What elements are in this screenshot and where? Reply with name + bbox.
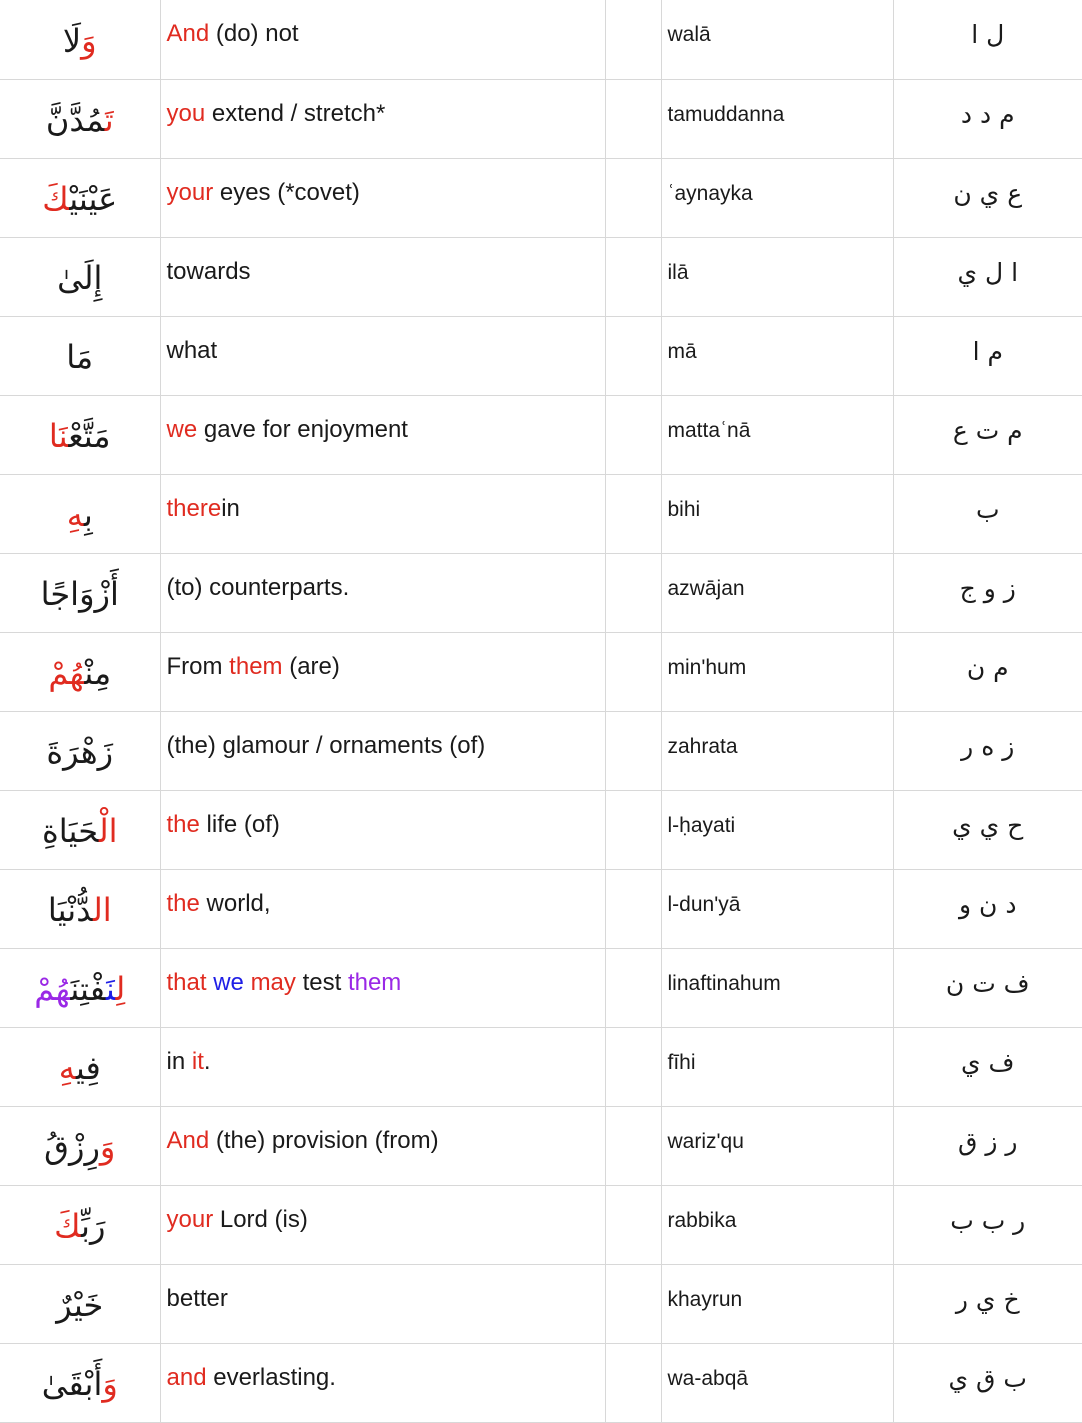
meaning-segment: we <box>213 968 244 996</box>
arabic-word-text <box>66 338 93 376</box>
root-letters: ز و ج <box>893 553 1082 632</box>
meaning-segment: them <box>347 968 402 996</box>
meaning-segment: life (of) <box>199 810 280 838</box>
arabic-word <box>0 1264 160 1343</box>
arabic-segment: بِ <box>83 496 93 535</box>
meaning-segment: better <box>166 1284 228 1312</box>
arabic-segment: عَيْنَيْ <box>69 180 118 219</box>
meaning-segment: may <box>250 968 296 996</box>
english-meaning <box>160 1106 605 1185</box>
arabic-segment: كَ <box>54 1207 82 1246</box>
root-letters: ف ت ن <box>893 948 1082 1027</box>
arabic-word <box>0 790 160 869</box>
arabic-segment: هُمْ <box>48 654 85 693</box>
empty-cell <box>605 1106 661 1185</box>
arabic-word-text <box>67 496 93 534</box>
arabic-segment: خَيْرٌ <box>56 1286 104 1325</box>
root-letters: ف ي <box>893 1027 1082 1106</box>
meaning-segment: in <box>221 494 240 522</box>
arabic-word <box>0 553 160 632</box>
arabic-word-text <box>42 180 117 218</box>
table-row <box>0 316 1082 395</box>
transliteration: linaftinahum <box>661 948 893 1027</box>
transliteration: ʿaynayka <box>661 158 893 237</box>
transliteration: tamuddanna <box>661 79 893 158</box>
arabic-segment: مَا <box>66 338 94 377</box>
arabic-word-text <box>34 970 125 1008</box>
arabic-segment: مُدَّنَّ <box>45 101 105 140</box>
english-meaning <box>160 79 605 158</box>
empty-cell <box>605 948 661 1027</box>
english-meaning <box>160 869 605 948</box>
table-row <box>0 79 1082 158</box>
meaning-segment: test <box>295 968 348 996</box>
empty-cell <box>605 1343 661 1422</box>
table-row <box>0 1343 1082 1422</box>
arabic-word-text <box>59 1049 101 1087</box>
arabic-word <box>0 632 160 711</box>
transliteration: l-ḥayati <box>661 790 893 869</box>
arabic-word <box>0 948 160 1027</box>
arabic-segment: رَبِّ <box>81 1207 106 1246</box>
table-row <box>0 790 1082 869</box>
empty-cell <box>605 711 661 790</box>
arabic-segment: مِنْ <box>84 654 112 693</box>
arabic-segment: هِ <box>58 1049 76 1088</box>
english-meaning <box>160 553 605 632</box>
empty-cell <box>605 1027 661 1106</box>
english-meaning <box>160 1185 605 1264</box>
empty-cell <box>605 79 661 158</box>
transliteration: walā <box>661 0 893 79</box>
meaning-segment: world, <box>199 889 271 917</box>
english-meaning <box>160 158 605 237</box>
arabic-segment: وَ <box>81 21 97 60</box>
table-row <box>0 1027 1082 1106</box>
arabic-segment: نَا <box>48 417 69 456</box>
table-row <box>0 474 1082 553</box>
arabic-word-text <box>54 1207 105 1245</box>
arabic-word <box>0 869 160 948</box>
meaning-segment: towards <box>166 257 251 285</box>
transliteration: rabbika <box>661 1185 893 1264</box>
meaning-segment: them <box>229 652 283 680</box>
table-row <box>0 1185 1082 1264</box>
english-meaning <box>160 237 605 316</box>
transliteration: zahrata <box>661 711 893 790</box>
table-row <box>0 553 1082 632</box>
meaning-segment: (to) counterparts. <box>166 573 350 601</box>
root-letters: ح ي ي <box>893 790 1082 869</box>
empty-cell <box>605 0 661 79</box>
arabic-word-text <box>48 654 111 692</box>
root-letters: م د د <box>893 79 1082 158</box>
arabic-word <box>0 316 160 395</box>
table-row <box>0 237 1082 316</box>
arabic-word-text <box>42 1365 118 1403</box>
meaning-segment: there <box>166 494 222 522</box>
transliteration: ilā <box>661 237 893 316</box>
english-meaning <box>160 1343 605 1422</box>
arabic-segment: الْ <box>98 812 118 851</box>
meaning-segment: your <box>166 178 214 206</box>
arabic-word <box>0 79 160 158</box>
transliteration: mā <box>661 316 893 395</box>
empty-cell <box>605 316 661 395</box>
arabic-segment: حَيَاةِ <box>42 812 99 851</box>
arabic-segment: هُمْ <box>34 970 71 1009</box>
arabic-segment: رِزْقُ <box>44 1128 100 1167</box>
table-row <box>0 1106 1082 1185</box>
meaning-segment: that <box>166 968 207 996</box>
english-meaning <box>160 395 605 474</box>
meaning-segment: gave for enjoyment <box>197 415 408 443</box>
table-row <box>0 0 1082 79</box>
root-letters: م ن <box>893 632 1082 711</box>
empty-cell <box>605 237 661 316</box>
root-letters: ر ب ب <box>893 1185 1082 1264</box>
meaning-segment: And <box>166 20 210 47</box>
root-letters: ب <box>893 474 1082 553</box>
table-row <box>0 632 1082 711</box>
transliteration: wa-abqā <box>661 1343 893 1422</box>
table-row <box>0 158 1082 237</box>
empty-cell <box>605 474 661 553</box>
english-meaning <box>160 474 605 553</box>
arabic-word <box>0 237 160 316</box>
empty-cell <box>605 790 661 869</box>
arabic-word <box>0 1343 160 1422</box>
meaning-segment: (the) provision (from) <box>209 1126 439 1154</box>
arabic-word <box>0 395 160 474</box>
table-row <box>0 395 1082 474</box>
meaning-segment: the <box>166 810 200 838</box>
empty-cell <box>605 869 661 948</box>
arabic-word-text <box>57 259 102 297</box>
arabic-segment: زَهْرَةَ <box>46 733 114 772</box>
meaning-segment: in <box>166 1047 192 1075</box>
arabic-segment: أَزْوَاجًا <box>40 575 119 614</box>
arabic-segment: هِ <box>66 496 84 535</box>
arabic-word-text <box>49 417 111 455</box>
table-row <box>0 948 1082 1027</box>
transliteration: bihi <box>661 474 893 553</box>
arabic-segment: لِ <box>115 970 126 1009</box>
arabic-segment: فِي <box>75 1049 101 1088</box>
arabic-segment: فْتِنَ <box>70 970 106 1009</box>
english-meaning <box>160 948 605 1027</box>
meaning-segment: your <box>166 1205 214 1233</box>
empty-cell <box>605 158 661 237</box>
meaning-segment: From <box>166 652 230 680</box>
english-meaning <box>160 632 605 711</box>
transliteration: mattaʿnā <box>661 395 893 474</box>
root-letters: ز ه ر <box>893 711 1082 790</box>
arabic-word <box>0 1027 160 1106</box>
english-meaning <box>160 316 605 395</box>
arabic-segment: ال <box>92 891 112 930</box>
arabic-word-text <box>44 1128 115 1166</box>
root-letters: ر ز ق <box>893 1106 1082 1185</box>
arabic-word <box>0 711 160 790</box>
arabic-word-text <box>48 891 112 929</box>
meaning-segment: (are) <box>282 652 340 680</box>
transliteration: fīhi <box>661 1027 893 1106</box>
root-letters: ا ل ي <box>893 237 1082 316</box>
meaning-segment: everlasting. <box>206 1363 336 1391</box>
arabic-word-text <box>41 575 119 613</box>
arabic-segment: إِلَىٰ <box>57 259 103 298</box>
root-letters: خ ي ر <box>893 1264 1082 1343</box>
transliteration: wariz'qu <box>661 1106 893 1185</box>
table-row <box>0 1264 1082 1343</box>
empty-cell <box>605 553 661 632</box>
meaning-segment: . <box>203 1047 211 1075</box>
meaning-segment: what <box>166 336 218 364</box>
empty-cell <box>605 395 661 474</box>
transliteration: khayrun <box>661 1264 893 1343</box>
table-row <box>0 869 1082 948</box>
transliteration: l-dun'yā <box>661 869 893 948</box>
arabic-word <box>0 0 160 79</box>
english-meaning <box>160 1264 605 1343</box>
root-letters: م ا <box>893 316 1082 395</box>
arabic-segment: مَتَّعْ <box>68 417 111 456</box>
meaning-segment: you <box>166 99 206 127</box>
arabic-word <box>0 1106 160 1185</box>
empty-cell <box>605 1264 661 1343</box>
arabic-segment: أَبْقَىٰ <box>41 1365 103 1404</box>
arabic-segment: تَ <box>104 101 114 140</box>
arabic-word-text <box>46 101 114 139</box>
arabic-word-text <box>42 812 117 850</box>
meaning-segment: (do) not <box>209 20 299 47</box>
arabic-segment: كَ <box>42 180 70 219</box>
meaning-segment: the <box>166 889 200 917</box>
english-meaning <box>160 790 605 869</box>
english-meaning <box>160 1027 605 1106</box>
meaning-segment: And <box>166 1126 210 1154</box>
meaning-segment: extend / stretch* <box>205 99 386 127</box>
arabic-segment: نَ <box>105 970 116 1009</box>
arabic-word <box>0 1185 160 1264</box>
arabic-segment: لَا <box>62 21 82 60</box>
empty-cell <box>605 632 661 711</box>
transliteration: min'hum <box>661 632 893 711</box>
english-meaning <box>160 0 605 79</box>
root-letters: ب ق ي <box>893 1343 1082 1422</box>
root-letters: د ن و <box>893 869 1082 948</box>
root-letters: ع ي ن <box>893 158 1082 237</box>
root-letters: م ت ع <box>893 395 1082 474</box>
arabic-word-text <box>56 1286 103 1324</box>
english-meaning <box>160 711 605 790</box>
table-row <box>0 711 1082 790</box>
arabic-word-text <box>46 733 113 771</box>
empty-cell <box>605 1185 661 1264</box>
arabic-word <box>0 474 160 553</box>
meaning-segment <box>244 969 251 996</box>
meaning-segment: (the) glamour / ornaments (of) <box>166 731 486 759</box>
meaning-segment: and <box>166 1363 207 1391</box>
meaning-segment: it <box>191 1047 204 1075</box>
arabic-segment: وَ <box>99 1128 116 1167</box>
root-letters: ل ا <box>893 0 1082 79</box>
arabic-segment: وَ <box>102 1365 118 1404</box>
meaning-segment: eyes (*covet) <box>213 178 360 206</box>
arabic-word <box>0 158 160 237</box>
meaning-segment: we <box>166 415 198 443</box>
arabic-segment: دُّنْيَا <box>47 891 93 930</box>
meaning-segment: Lord (is) <box>213 1205 308 1233</box>
transliteration: azwājan <box>661 553 893 632</box>
arabic-word-text <box>63 22 97 60</box>
